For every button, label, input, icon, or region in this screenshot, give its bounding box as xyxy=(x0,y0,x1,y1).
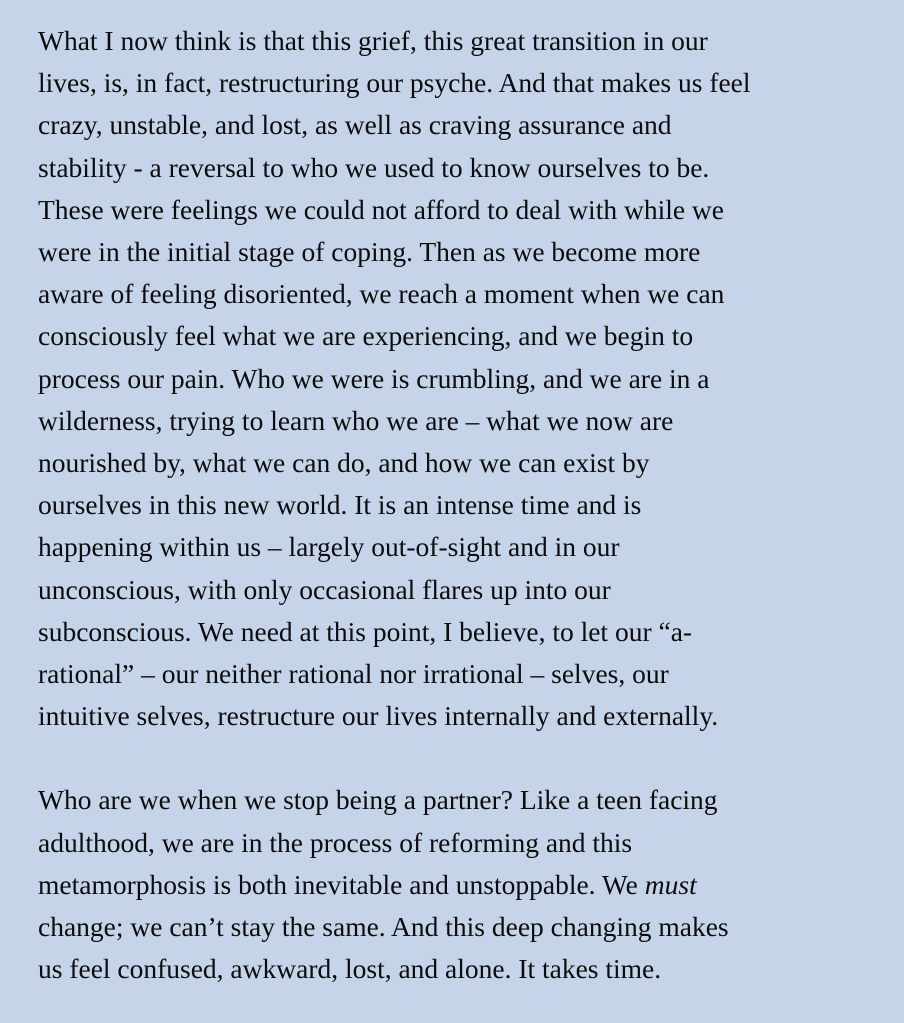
text-line: aware of feeling disoriented, we reach a moment when we can xyxy=(38,278,725,310)
text-line: Who are we when we stop being a partner? Like a teen facing xyxy=(38,784,718,816)
text-line: wilderness, trying to learn who we are – what we now are xyxy=(38,404,674,436)
paragraph-spacer xyxy=(38,737,884,779)
text-line: subconscious. We need at this point, I believe, to let our “a- xyxy=(38,615,693,647)
text-line-with-emphasis xyxy=(38,864,884,906)
text-line: nourished by, what we can do, and how we can exist by xyxy=(38,447,650,479)
text-line: lives, is, in fact, restructuring our psyche. And that makes us feel xyxy=(38,67,751,99)
text-line: us feel confused, awkward, lost, and alone. It takes time. xyxy=(38,953,662,985)
text-line: These were feelings we could not afford to deal with while we xyxy=(38,193,724,225)
text-line: rational” – our neither rational nor irrational – selves, our xyxy=(38,658,669,690)
text-line: change; we can’t stay the same. And this deep changing makes xyxy=(38,911,729,943)
text-line: were in the initial stage of coping. Then as we become more xyxy=(38,236,701,268)
text-line: consciously feel what we are experiencing, and we begin to xyxy=(38,320,694,352)
emphasized-word: must xyxy=(644,868,697,900)
text-line: unconscious, with only occasional flares up into our xyxy=(38,573,611,605)
text-line: process our pain. Who we were is crumbling, and we are in a xyxy=(38,362,710,394)
text-line: crazy, unstable, and lost, as well as craving assurance and xyxy=(38,109,672,141)
paragraph-1 xyxy=(38,20,884,737)
text-run: metamorphosis is both inevitable and unstoppable. We xyxy=(38,868,645,900)
text-line: happening within us – largely out-of-sight and in our xyxy=(38,531,620,563)
text-line: adulthood, we are in the process of reforming and this xyxy=(38,826,633,858)
text-line: ourselves in this new world. It is an intense time and is xyxy=(38,489,642,521)
paragraph-2 xyxy=(38,779,884,990)
text-line: What I now think is that this grief, this great transition in our xyxy=(38,25,708,56)
text-line: stability - a reversal to who we used to know ourselves to be. xyxy=(38,151,710,183)
text-line: intuitive selves, restructure our lives internally and externally. xyxy=(38,700,719,732)
